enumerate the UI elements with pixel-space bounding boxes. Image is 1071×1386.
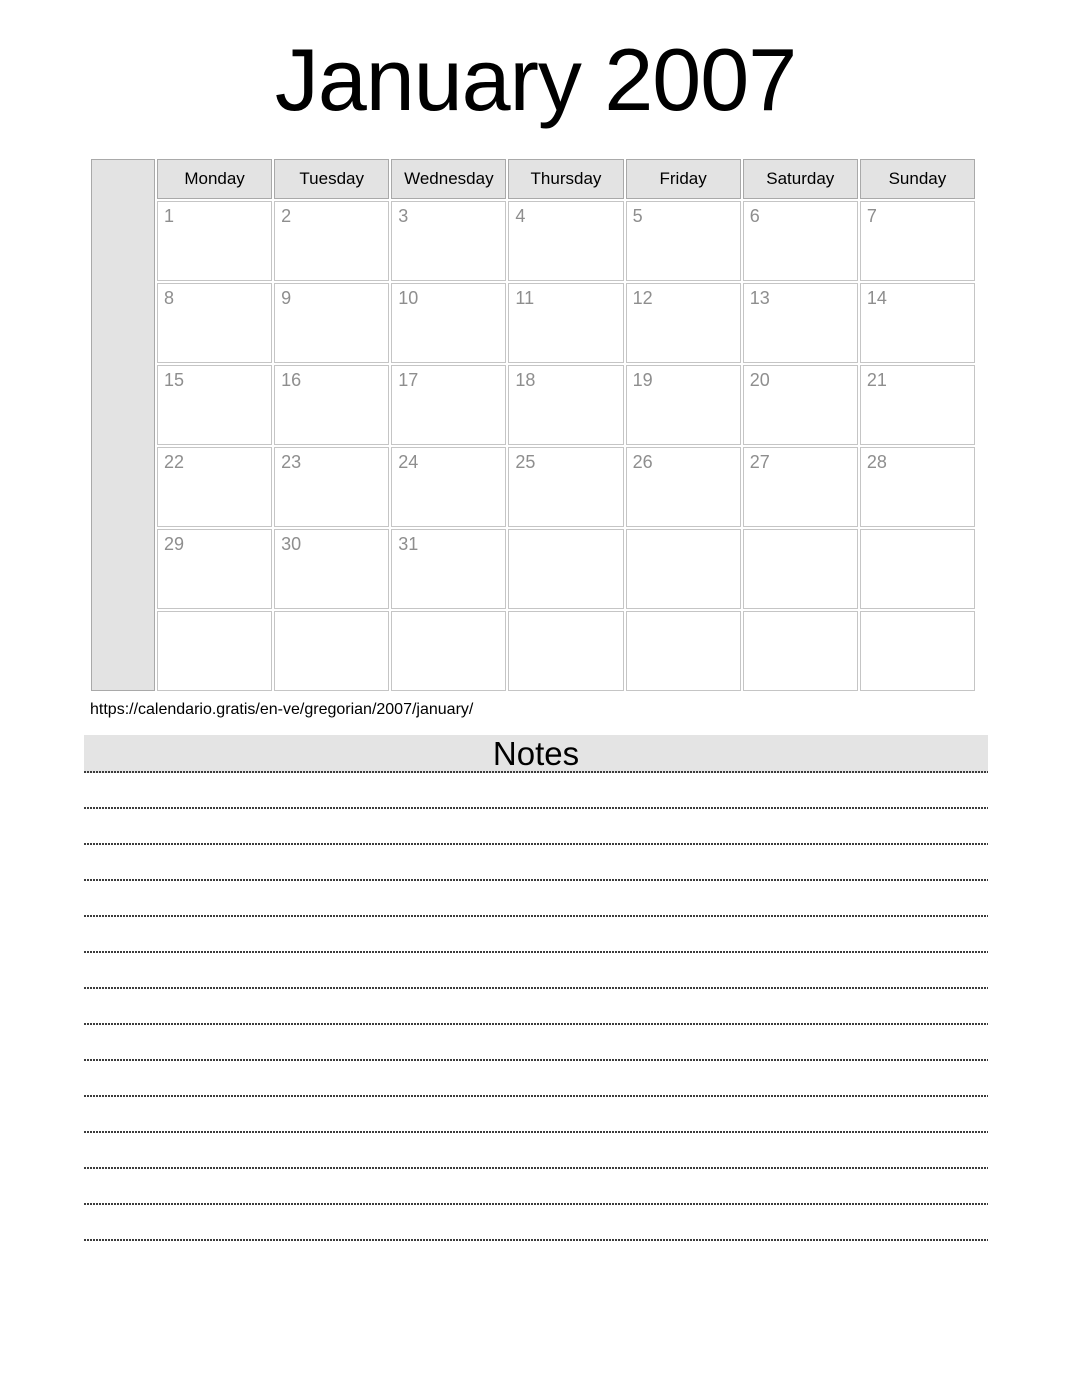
notes-line [84,773,988,809]
notes-line [84,1133,988,1169]
weekday-header-row [91,159,975,199]
day-cell: 1 [157,201,272,281]
notes-lines [84,773,988,1241]
day-cell [860,529,975,609]
day-cell: 21 [860,365,975,445]
day-cell [157,611,272,691]
weekday-header-wednesday: Wednesday [391,159,506,199]
notes-line [84,917,988,953]
day-cell: 9 [274,283,389,363]
day-cell: 30 [274,529,389,609]
day-cell: 27 [743,447,858,527]
day-cell: 17 [391,365,506,445]
day-cell: 23 [274,447,389,527]
notes-section [84,735,988,1241]
notes-line [84,989,988,1025]
calendar-table [89,157,977,693]
day-cell: 26 [626,447,741,527]
day-cell: 24 [391,447,506,527]
day-cell: 20 [743,365,858,445]
day-cell: 29 [157,529,272,609]
week-row [91,611,975,691]
notes-line [84,881,988,917]
notes-line [84,1061,988,1097]
day-cell [743,529,858,609]
day-cell: 8 [157,283,272,363]
day-cell: 11 [508,283,623,363]
day-cell: 13 [743,283,858,363]
notes-header [84,735,988,773]
weekday-header-friday: Friday [626,159,741,199]
day-cell: 25 [508,447,623,527]
day-cell: 31 [391,529,506,609]
day-cell: 22 [157,447,272,527]
day-cell [508,611,623,691]
day-cell [274,611,389,691]
day-cell: 18 [508,365,623,445]
day-cell [626,529,741,609]
day-cell [860,611,975,691]
week-row [91,529,975,609]
day-cell: 19 [626,365,741,445]
day-cell: 5 [626,201,741,281]
day-cell: 15 [157,365,272,445]
week-row [91,201,975,281]
day-cell [508,529,623,609]
day-cell: 7 [860,201,975,281]
notes-title: Notes [492,735,580,772]
notes-line [84,845,988,881]
notes-line [84,953,988,989]
weekday-header-tuesday: Tuesday [274,159,389,199]
day-cell: 10 [391,283,506,363]
page-title: January 2007 [274,30,797,129]
week-number-column [91,159,155,691]
week-row [91,447,975,527]
day-cell [743,611,858,691]
day-cell: 2 [274,201,389,281]
weekday-header-monday: Monday [157,159,272,199]
day-cell: 12 [626,283,741,363]
day-cell: 6 [743,201,858,281]
weekday-header-sunday: Sunday [860,159,975,199]
day-cell: 14 [860,283,975,363]
day-cell: 28 [860,447,975,527]
source-url: https://calendario.gratis/en-ve/gregorian/2007/january/ [90,701,474,718]
notes-line [84,1169,988,1205]
day-cell: 16 [274,365,389,445]
week-row [91,283,975,363]
day-cell: 4 [508,201,623,281]
notes-line [84,1097,988,1133]
weekday-header-saturday: Saturday [743,159,858,199]
weekday-header-thursday: Thursday [508,159,623,199]
notes-line [84,1205,988,1241]
week-row [91,365,975,445]
day-cell [626,611,741,691]
day-cell: 3 [391,201,506,281]
day-cell [391,611,506,691]
notes-line [84,1025,988,1061]
notes-line [84,809,988,845]
